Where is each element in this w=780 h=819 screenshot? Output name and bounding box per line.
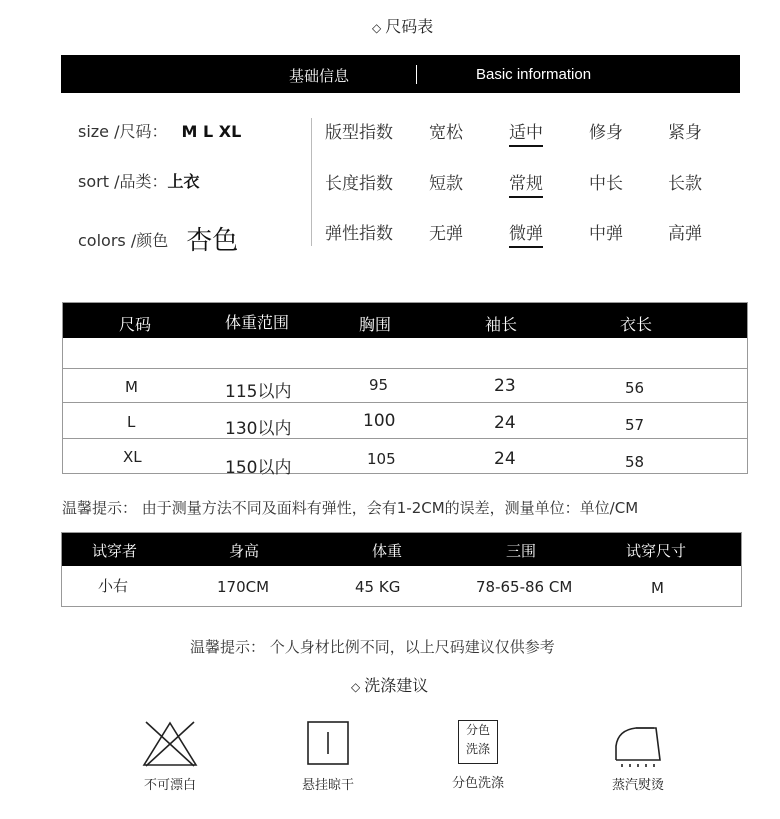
- elasticity-option-selected: 微弹: [509, 219, 543, 248]
- table-cell: 130以内: [225, 419, 292, 439]
- header-length: 衣长: [620, 315, 653, 334]
- hang-dry-icon: [298, 720, 358, 768]
- elasticity-option: 中弹: [589, 224, 623, 244]
- diamond-icon: ◇: [351, 680, 361, 694]
- table-cell: XL: [123, 448, 142, 466]
- table-cell: 105: [367, 450, 396, 468]
- length-option: 中长: [589, 174, 623, 194]
- elasticity-option: 无弹: [429, 224, 463, 244]
- diamond-icon: ◇: [372, 21, 382, 35]
- colors-info: [78, 217, 238, 254]
- care-label: 悬挂晾干: [301, 778, 354, 793]
- info-divider: [311, 118, 312, 246]
- fit-option: 宽松: [429, 123, 463, 143]
- header-tried-size: 试穿尺寸: [626, 542, 687, 560]
- length-option: 长款: [668, 174, 702, 194]
- basic-info-header: [61, 55, 740, 93]
- size-label: size /尺码：: [78, 122, 168, 141]
- model-table: [61, 532, 742, 607]
- wash-separately-icon: 分色 洗涤: [458, 720, 498, 764]
- length-option: 短款: [429, 174, 463, 194]
- length-index-label: 长度指数: [325, 174, 393, 194]
- steam-iron-icon: [606, 720, 670, 768]
- measurement-tip: 温馨提示： 由于测量方法不同及面料有弹性，会有1-2CM的误差，测量单位：单位/CM: [62, 499, 639, 517]
- size-table-header: [63, 303, 747, 338]
- care-item-steam-iron: [578, 720, 698, 793]
- fit-option: 修身: [589, 123, 623, 143]
- colors-value: 杏色: [186, 226, 239, 256]
- sort-label: sort /品类：: [78, 172, 168, 191]
- header-separator: [416, 65, 417, 84]
- size-table: [62, 302, 748, 478]
- size-value: M L XL: [181, 122, 242, 141]
- table-cell: 56: [625, 379, 645, 397]
- sort-info: [78, 169, 199, 192]
- header-size: 尺码: [119, 315, 152, 334]
- sort-value: 上衣: [167, 172, 200, 191]
- elasticity-index-label: 弹性指数: [325, 224, 393, 244]
- model-name: 小右: [98, 577, 129, 595]
- header-height: 身高: [229, 542, 260, 560]
- length-option-selected: 常规: [509, 169, 543, 198]
- row-divider: [63, 438, 747, 439]
- row-divider: [63, 402, 747, 403]
- model-height: 170CM: [217, 578, 270, 596]
- header-chest: 胸围: [359, 315, 392, 334]
- table-cell: 115以内: [225, 382, 292, 402]
- fit-index-label: 版型指数: [325, 123, 393, 143]
- table-cell: 58: [625, 453, 645, 471]
- care-item-hang-dry: [268, 720, 388, 793]
- header-sleeve: 袖长: [485, 315, 518, 334]
- no-bleach-icon: [140, 720, 200, 768]
- table-cell: 100: [363, 411, 396, 431]
- fit-option-selected: 适中: [509, 118, 543, 147]
- body-tip: 温馨提示： 个人身材比例不同，以上尺码建议仅供参考: [190, 638, 555, 656]
- table-cell: 23: [494, 376, 516, 396]
- model-measurements: 78-65-86 CM: [476, 578, 573, 596]
- basic-info-header-en: Basic information: [476, 66, 592, 83]
- table-cell: 57: [625, 416, 645, 434]
- care-label: 分色洗涤: [451, 776, 504, 791]
- model-tried-size: M: [651, 579, 664, 597]
- header-body-weight: 体重: [372, 542, 403, 560]
- care-item-wash-separately: [418, 720, 538, 791]
- table-cell: 150以内: [225, 458, 292, 478]
- header-measurements: 三围: [506, 542, 537, 560]
- fit-option: 紧身: [668, 123, 702, 143]
- table-cell: M: [125, 378, 138, 396]
- care-label: 蒸汽熨烫: [611, 778, 664, 793]
- care-item-no-bleach: [110, 720, 230, 793]
- model-table-header: [62, 533, 741, 566]
- basic-info-header-zh: 基础信息: [289, 67, 350, 85]
- size-info: [78, 119, 241, 142]
- model-weight: 45 KG: [355, 578, 401, 596]
- row-divider: [63, 368, 747, 369]
- table-cell: 24: [494, 413, 516, 433]
- colors-label: colors /颜色: [78, 231, 169, 250]
- table-cell: 95: [369, 376, 389, 394]
- table-cell: 24: [494, 449, 516, 469]
- care-label: 不可漂白: [143, 778, 196, 793]
- table-cell: L: [127, 413, 136, 431]
- size-chart-title: ◇ 尺码表: [372, 17, 434, 36]
- header-model: 试穿者: [92, 542, 138, 560]
- header-weight: 体重范围: [225, 313, 290, 332]
- washing-title: ◇ 洗涤建议: [351, 676, 429, 695]
- elasticity-option: 高弹: [668, 224, 702, 244]
